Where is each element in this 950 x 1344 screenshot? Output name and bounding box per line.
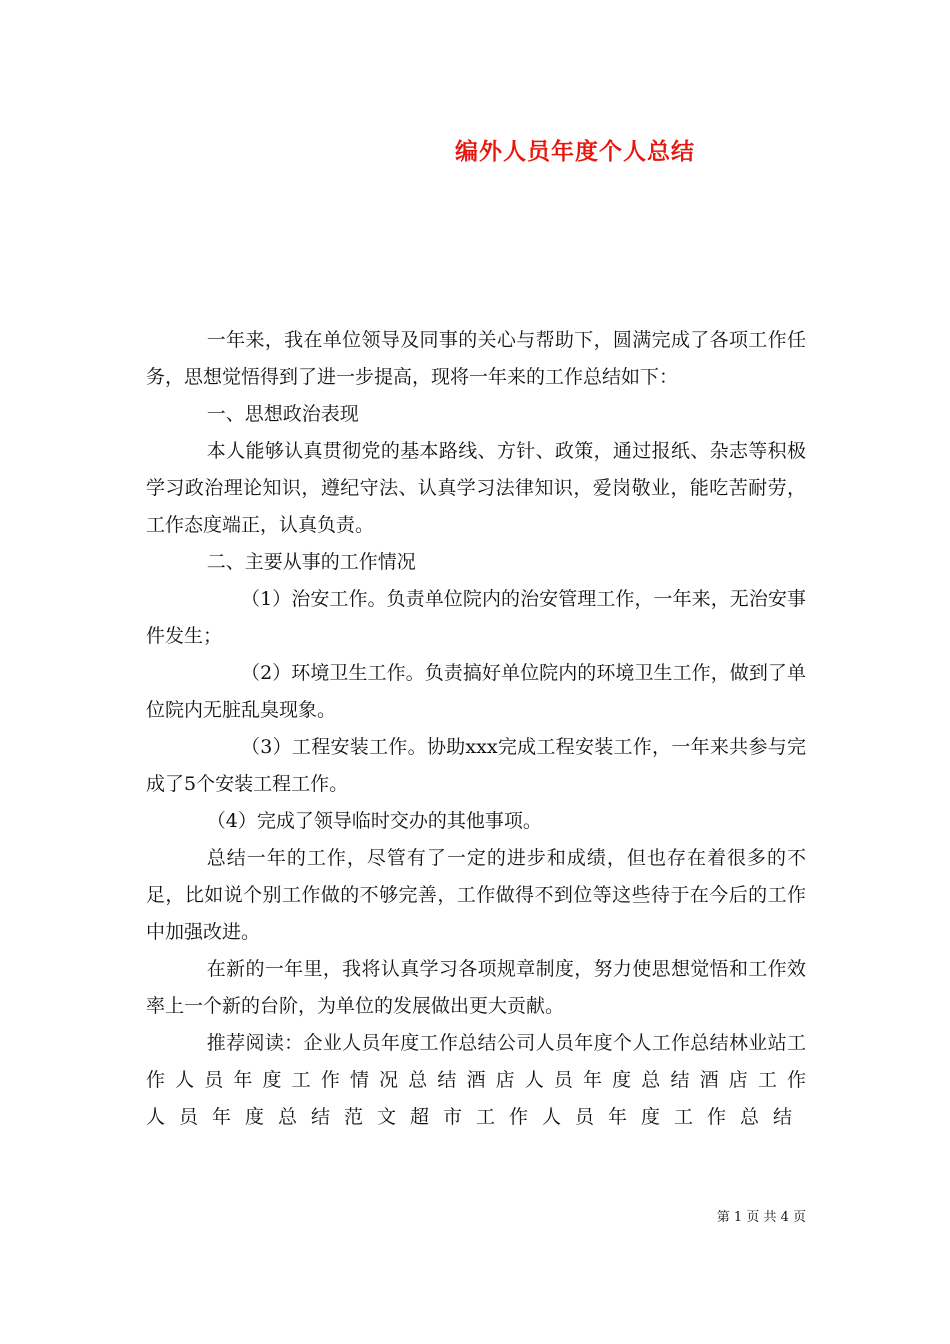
paragraph-political: 本人能够认真贯彻党的基本路线、方针、政策，通过报纸、杂志等积极学习政治理论知识，遵纪守法、认真学习法律知识，爱岗敬业，能吃苦耐劳，工作态度端正，认真负责。 [146, 440, 806, 536]
work-item-installation: （3）工程安装工作。协助xxx完成工程安装工作，一年来共参与完成了5个安装工程工作。 [146, 736, 806, 795]
document-body [146, 322, 806, 1136]
section-heading-political: 一、思想政治表现 [206, 403, 359, 425]
recommend-reading-last-line: 人员年度总结范文超市工作人员年度工作总结 [146, 1106, 807, 1128]
work-item-sanitation: （2）环境卫生工作。负责搞好单位院内的环境卫生工作，做到了单位院内无脏乱臭现象。 [146, 662, 806, 721]
section-heading-work: 二、主要从事的工作情况 [206, 551, 416, 573]
recommend-reading: 推荐阅读：企业人员年度工作总结公司人员年度个人工作总结林业站工作人员年度工作情况总结酒店人员年度总结酒店工作 [146, 1032, 806, 1091]
page-number: 第 1 页 共 4 页 [716, 1210, 806, 1225]
work-item-security: （1）治安工作。负责单位院内的治安管理工作，一年来，无治安事件发生； [146, 588, 806, 647]
paragraph-outlook: 在新的一年里，我将认真学习各项规章制度，努力使思想觉悟和工作效率上一个新的台阶，为单位的发展做出更大贡献。 [146, 958, 806, 1017]
paragraph-intro: 一年来，我在单位领导及同事的关心与帮助下，圆满完成了各项工作任务，思想觉悟得到了进一步提高，现将一年来的工作总结如下： [146, 329, 806, 388]
paragraph-summary: 总结一年的工作，尽管有了一定的进步和成绩，但也存在着很多的不足，比如说个别工作做的不够完善，工作做得不到位等这些待于在今后的工作中加强改进。 [146, 847, 806, 943]
document-title: 编外人员年度个人总结 [455, 139, 695, 165]
work-item-other: （4）完成了领导临时交办的其他事项。 [206, 810, 542, 832]
